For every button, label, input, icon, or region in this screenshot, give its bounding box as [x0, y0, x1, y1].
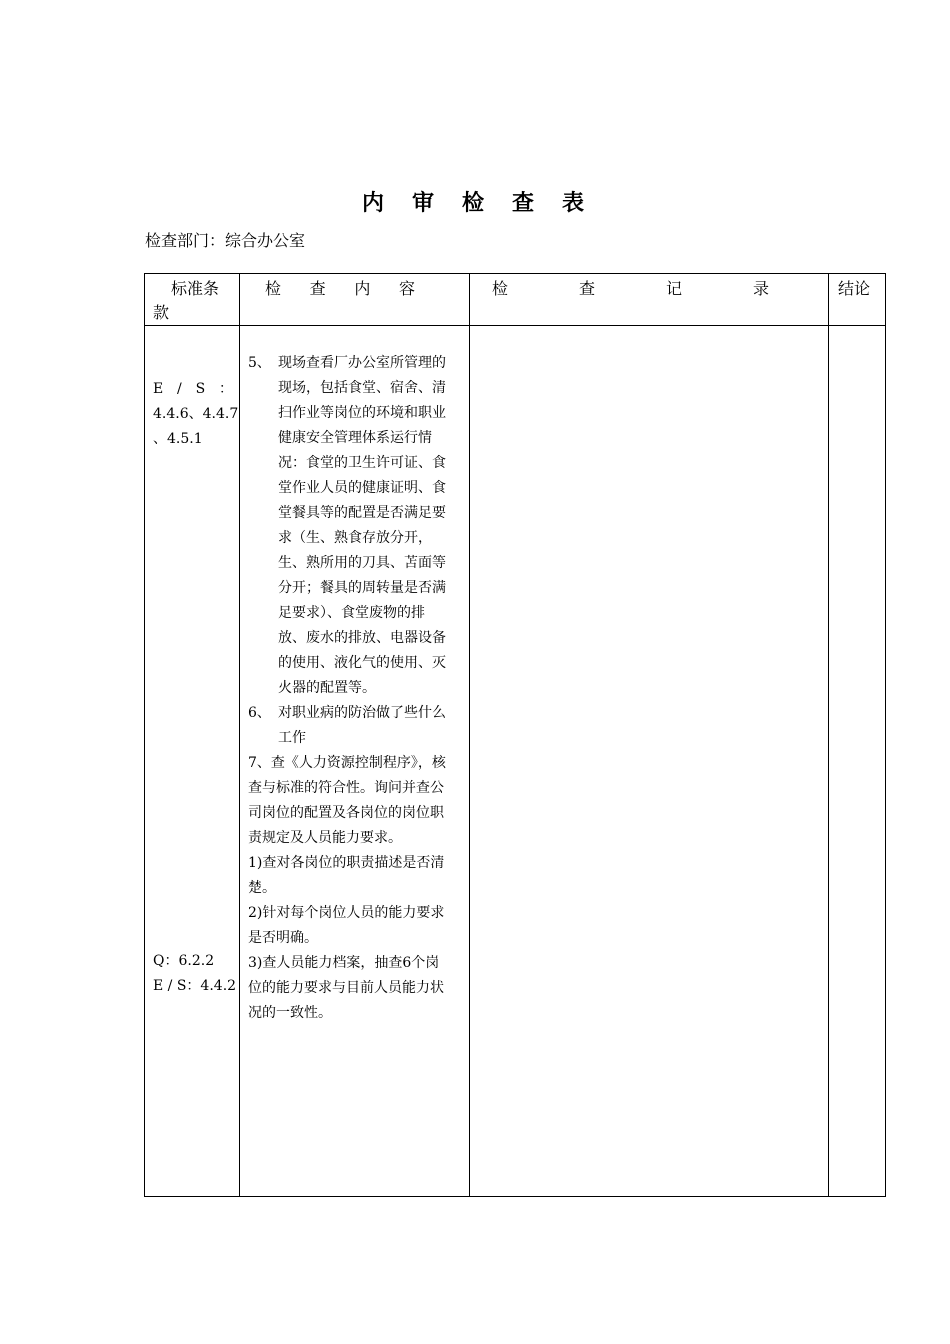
- audit-checklist-table: [144, 273, 886, 1197]
- content-line: 足要求）、食堂废物的排: [278, 605, 425, 621]
- content-line: 现场查看厂办公室所管理的: [278, 355, 446, 371]
- header-record-char: 查: [578, 279, 595, 298]
- standard-ref-line: Q：6.2.2: [153, 953, 215, 969]
- check-record-cell[interactable]: [470, 326, 828, 1196]
- title-char: 表: [562, 190, 589, 216]
- content-line: 况：食堂的卫生许可证、食: [278, 455, 446, 471]
- column-divider: [239, 274, 240, 1196]
- header-content-char: 内: [354, 279, 371, 298]
- header-record: [492, 277, 769, 301]
- content-line: 位的能力要求与目前人员能力状: [248, 980, 444, 996]
- content-line: 1)查对各岗位的职责描述是否清: [248, 855, 445, 871]
- header-record-char: 录: [752, 279, 769, 298]
- standard-ref-line: E / S：4.4.2: [153, 978, 237, 994]
- content-line: 司岗位的配置及各岗位的岗位职: [248, 805, 444, 821]
- department-label: 检查部门：综合办公室: [145, 231, 306, 250]
- standard-ref-line: [153, 402, 239, 427]
- content-line: 堂作业人员的健康证明、食: [278, 480, 446, 496]
- item-number: 6、: [248, 705, 271, 721]
- conclusion-cell[interactable]: [829, 326, 885, 1196]
- standard-ref-group-2: [153, 949, 237, 999]
- content-line: 楚。: [248, 880, 276, 896]
- content-line: 现场，包括食堂、宿舍、清: [278, 380, 446, 396]
- content-line: 查与标准的符合性。询问并查公: [248, 780, 444, 796]
- standard-ref-line: [153, 377, 233, 402]
- header-content-char: 查: [309, 279, 326, 298]
- standard-ref-group-1: [153, 377, 239, 452]
- standard-ref-token: 4.4.7: [202, 406, 239, 422]
- content-line: 况的一致性。: [248, 1005, 332, 1021]
- content-line: 分开；餐具的周转量是否满: [278, 580, 446, 596]
- standard-ref-token: /: [177, 381, 182, 397]
- content-line: 健康安全管理体系运行情: [278, 430, 432, 446]
- content-line: 对职业病的防治做了些什么: [278, 705, 446, 721]
- header-conclusion: 结论: [838, 279, 871, 298]
- title-char: 内: [361, 190, 388, 216]
- header-content: [265, 277, 415, 301]
- content-line: 的使用、液化气的使用、灭: [278, 655, 446, 671]
- content-line: 7、查《人力资源控制程序》，核: [248, 755, 446, 771]
- content-line: 工作: [278, 730, 306, 746]
- header-content-char: 容: [398, 279, 415, 298]
- content-line: 是否明确。: [248, 930, 318, 946]
- header-standard: [153, 277, 233, 325]
- content-line: 责规定及人员能力要求。: [248, 830, 402, 846]
- content-line: 放、废水的排放、电器设备: [278, 630, 446, 646]
- content-line: 2)针对每个岗位人员的能力要求: [248, 905, 445, 921]
- standard-ref-token: S: [195, 381, 206, 397]
- check-item-7: [248, 751, 462, 1026]
- content-line: 3)查人员能力档案，抽查6个岗: [248, 955, 440, 971]
- content-line: 堂餐具等的配置是否满足要: [278, 505, 446, 521]
- check-content: [248, 351, 462, 1026]
- page-title: [0, 186, 950, 217]
- content-line: 求（生、熟食存放分开，: [278, 530, 432, 546]
- title-char: 审: [411, 190, 438, 216]
- standard-ref-token: ：: [218, 381, 233, 397]
- header-standard-line2: 款: [153, 303, 170, 322]
- check-item-5: [248, 351, 462, 701]
- content-line: 生、熟所用的刀具、苫面等: [278, 555, 446, 571]
- standard-ref-token: E: [153, 381, 164, 397]
- check-item-6: [248, 701, 462, 751]
- header-standard-line1: 标准条: [171, 279, 220, 298]
- standard-ref-token: 、: [188, 406, 203, 422]
- header-content-char: 检: [265, 279, 282, 298]
- standard-ref-line: 、4.5.1: [153, 431, 203, 447]
- header-record-char: 记: [665, 279, 682, 298]
- title-char: 检: [461, 190, 488, 216]
- header-record-char: 检: [492, 279, 509, 298]
- content-line: 火器的配置等。: [278, 680, 376, 696]
- content-line: 扫作业等岗位的环境和职业: [278, 405, 446, 421]
- item-number: 5、: [248, 355, 271, 371]
- standard-ref-token: 4.4.6: [153, 406, 189, 422]
- title-char: 查: [512, 190, 539, 216]
